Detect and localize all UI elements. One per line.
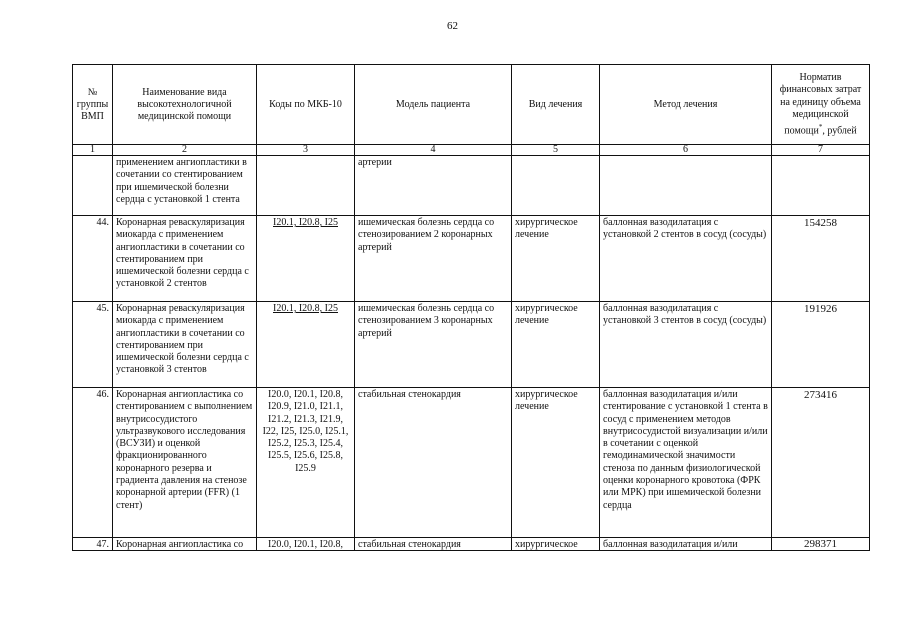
column-number: 5 [512, 145, 600, 156]
header-treatment-type: Вид лечения [512, 65, 600, 145]
header-patient-model: Модель пациента [355, 65, 512, 145]
icd-codes-text: I20.1, I20.8, I25 [273, 217, 338, 228]
column-number: 3 [257, 145, 355, 156]
column-number-row [73, 145, 870, 156]
column-number: 2 [113, 145, 257, 156]
header-cost-suffix: , рублей [822, 125, 857, 137]
table-row [73, 216, 870, 302]
group-number: 44. [73, 216, 113, 302]
table-row [73, 538, 870, 551]
header-row [73, 65, 870, 145]
icd-codes [257, 156, 355, 216]
cost-value: 298371 [772, 538, 870, 551]
patient-model: ишемическая болезнь сердца со стенозированием 3 коронарных артерий [355, 302, 512, 388]
icd-codes [257, 216, 355, 302]
page-number: 62 [447, 20, 458, 32]
treatment-type [512, 156, 600, 216]
column-number: 1 [73, 145, 113, 156]
icd-codes-text: I20.1, I20.8, I25 [273, 303, 338, 314]
care-type-name: Коронарная ангиопластика со [113, 538, 257, 551]
table-row [73, 302, 870, 388]
patient-model: стабильная стенокардия [355, 538, 512, 551]
table-row [73, 156, 870, 216]
cost-value: 191926 [772, 302, 870, 388]
header-cost-text: Норматив финансовых затрат на единицу объема медицинской помощи [779, 72, 862, 137]
patient-model: артерии [355, 156, 512, 216]
group-number [73, 156, 113, 216]
icd-codes: I20.0, I20.1, I20.8, I20.9, I21.0, I21.1, I21.2, I21.3, I21.9, I22, I25, I25.0, I25.1, I25.2, I25.3, I25.4, I25.5, I25.6, I25.8, I25.9 [257, 388, 355, 538]
cost-value [772, 156, 870, 216]
footnote-mark: * [818, 123, 823, 132]
treatment-type: хирургическое лечение [512, 302, 600, 388]
column-number: 6 [600, 145, 772, 156]
icd-codes [257, 302, 355, 388]
group-number: 47. [73, 538, 113, 551]
icd-codes: I20.0, I20.1, I20.8, [257, 538, 355, 551]
cost-value: 273416 [772, 388, 870, 538]
vmp-table [72, 64, 870, 551]
column-number: 7 [772, 145, 870, 156]
header-cost-standard [772, 65, 870, 145]
group-number: 45. [73, 302, 113, 388]
treatment-method [600, 156, 772, 216]
header-group-number: № группы ВМП [73, 65, 113, 145]
column-number: 4 [355, 145, 512, 156]
care-type-name: Коронарная ангиопластика со стентированием с выполнением внутрисосудистого ультразвукового исследования (ВСУЗИ) и оценкой фракционированного коронарного резерва и градиента давления на стенозе коронарной артерии (FFR) (1 стент) [113, 388, 257, 538]
treatment-method: баллонная вазодилатация и/или [600, 538, 772, 551]
group-number: 46. [73, 388, 113, 538]
care-type-name: Коронарная реваскуляризация миокарда с применением ангиопластики в сочетании со стентированием при ишемической болезни сердца с установкой 2 стентов [113, 216, 257, 302]
header-treatment-method: Метод лечения [600, 65, 772, 145]
cost-value: 154258 [772, 216, 870, 302]
treatment-type: хирургическое лечение [512, 388, 600, 538]
treatment-type: хирургическое [512, 538, 600, 551]
treatment-type: хирургическое лечение [512, 216, 600, 302]
patient-model: ишемическая болезнь сердца со стенозированием 2 коронарных артерий [355, 216, 512, 302]
patient-model: стабильная стенокардия [355, 388, 512, 538]
treatment-method: баллонная вазодилатация с установкой 3 стентов в сосуд (сосуды) [600, 302, 772, 388]
care-type-name: применением ангиопластики в сочетании со стентированием при ишемической болезни сердца с установкой 1 стента [113, 156, 257, 216]
treatment-method: баллонная вазодилатация и/или стентирование с установкой 1 стента в сосуд с применением методов внутрисосудистой визуализации и/или в сочетании с оценкой гемодинамической значимости стеноза по данным физиологической оценки коронарного кровотока (ФРК или МРК) при ишемической болезни сердца [600, 388, 772, 538]
treatment-method: баллонная вазодилатация с установкой 2 стентов в сосуд (сосуды) [600, 216, 772, 302]
header-care-type: Наименование вида высокотехнологичной медицинской помощи [113, 65, 257, 145]
table-row [73, 388, 870, 538]
care-type-name: Коронарная реваскуляризация миокарда с применением ангиопластики в сочетании со стентированием при ишемической болезни сердца с установкой 3 стентов [113, 302, 257, 388]
header-icd-codes: Коды по МКБ-10 [257, 65, 355, 145]
